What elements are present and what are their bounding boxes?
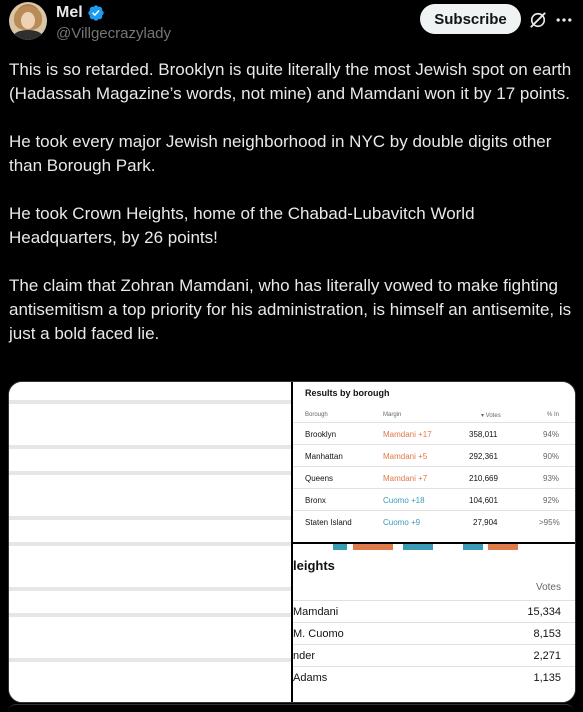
table-row xyxy=(293,422,575,445)
candidate-votes: 8,153 xyxy=(533,628,561,640)
tweet-paragraph: This is so retarded. Brooklyn is quite literally the most Jewish spot on earth (Hadassah Magazine’s words, not mine) and Mamdani won it by 17 points. xyxy=(9,60,572,103)
percent-in-value: 94% xyxy=(543,430,560,439)
votes-value: 27,904 xyxy=(473,518,498,527)
percent-in-value: 93% xyxy=(543,474,560,483)
candidate-name: Adams xyxy=(293,672,328,684)
table-row xyxy=(293,444,575,467)
crown-heights-results-panel[interactable] xyxy=(293,544,575,702)
margin-value: Mamdani +7 xyxy=(383,474,428,483)
borough-name: Queens xyxy=(305,474,334,483)
candidate-votes: 15,334 xyxy=(527,606,561,618)
votes-value: 210,669 xyxy=(469,474,498,483)
margin-value: Mamdani +5 xyxy=(383,452,428,461)
blank-image-panel[interactable] xyxy=(9,382,292,702)
candidate-name: M. Cuomo xyxy=(293,628,344,640)
borough-table-title: Results by borough xyxy=(305,388,390,398)
candidate-votes: 1,135 xyxy=(533,672,561,684)
percent-in-value: 90% xyxy=(543,452,560,461)
borough-name: Staten Island xyxy=(305,518,352,527)
votes-value: 292,361 xyxy=(469,452,498,461)
table-row xyxy=(293,666,575,689)
table-row xyxy=(293,488,575,511)
borough-name: Brooklyn xyxy=(305,430,337,439)
borough-name: Manhattan xyxy=(305,452,343,461)
margin-value: Cuomo +9 xyxy=(383,518,421,527)
avatar[interactable] xyxy=(9,2,47,40)
table-row xyxy=(293,600,575,623)
table-row xyxy=(293,622,575,645)
more-icon[interactable] xyxy=(553,10,575,30)
verified-badge-icon xyxy=(87,4,105,22)
tweet-text xyxy=(9,58,579,370)
crown-heights-title: leights xyxy=(293,558,335,573)
table-row xyxy=(293,510,575,533)
grok-icon[interactable] xyxy=(528,10,548,30)
tweet-media[interactable] xyxy=(8,381,576,703)
author-name-row[interactable] xyxy=(56,4,105,22)
candidate-votes: 2,271 xyxy=(533,650,561,662)
subscribe-button[interactable]: Subscribe xyxy=(420,4,521,34)
percent-in-value: >95% xyxy=(539,518,560,527)
margin-value: Cuomo +18 xyxy=(383,496,425,505)
votes-value: 104,601 xyxy=(469,496,498,505)
borough-column-header: Borough xyxy=(305,412,328,418)
table-row xyxy=(293,466,575,489)
margin-column-header: Margin xyxy=(383,412,402,418)
map-fragment-icon xyxy=(293,544,575,552)
tweet-paragraph: He took Crown Heights, home of the Chabad-Lubavitch World Headquarters, by 26 points! xyxy=(9,204,475,247)
candidate-name: Mamdani xyxy=(293,606,339,618)
percent-in-column-header: % In xyxy=(547,412,560,418)
author-name[interactable]: Mel xyxy=(56,4,83,21)
margin-value: Mamdani +17 xyxy=(383,430,432,439)
tweet-paragraph: He took every major Jewish neighborhood in NYC by double digits other than Borough Park. xyxy=(9,132,552,175)
tweet-paragraph: The claim that Zohran Mamdani, who has literally vowed to make fighting antisemitism a top priority for his administration, is himself an antisemite, is just a bold faced lie. xyxy=(9,276,572,343)
votes-column-header: ▾ Votes xyxy=(481,413,501,419)
percent-in-value: 92% xyxy=(543,496,560,505)
candidate-name: nder xyxy=(293,650,316,662)
borough-name: Bronx xyxy=(305,496,326,505)
votes-column-header: Votes xyxy=(535,582,561,593)
author-handle[interactable]: @Villgecrazylady xyxy=(56,25,171,42)
table-row xyxy=(293,644,575,667)
borough-results-panel[interactable] xyxy=(293,382,575,542)
votes-value: 358,011 xyxy=(469,430,498,439)
